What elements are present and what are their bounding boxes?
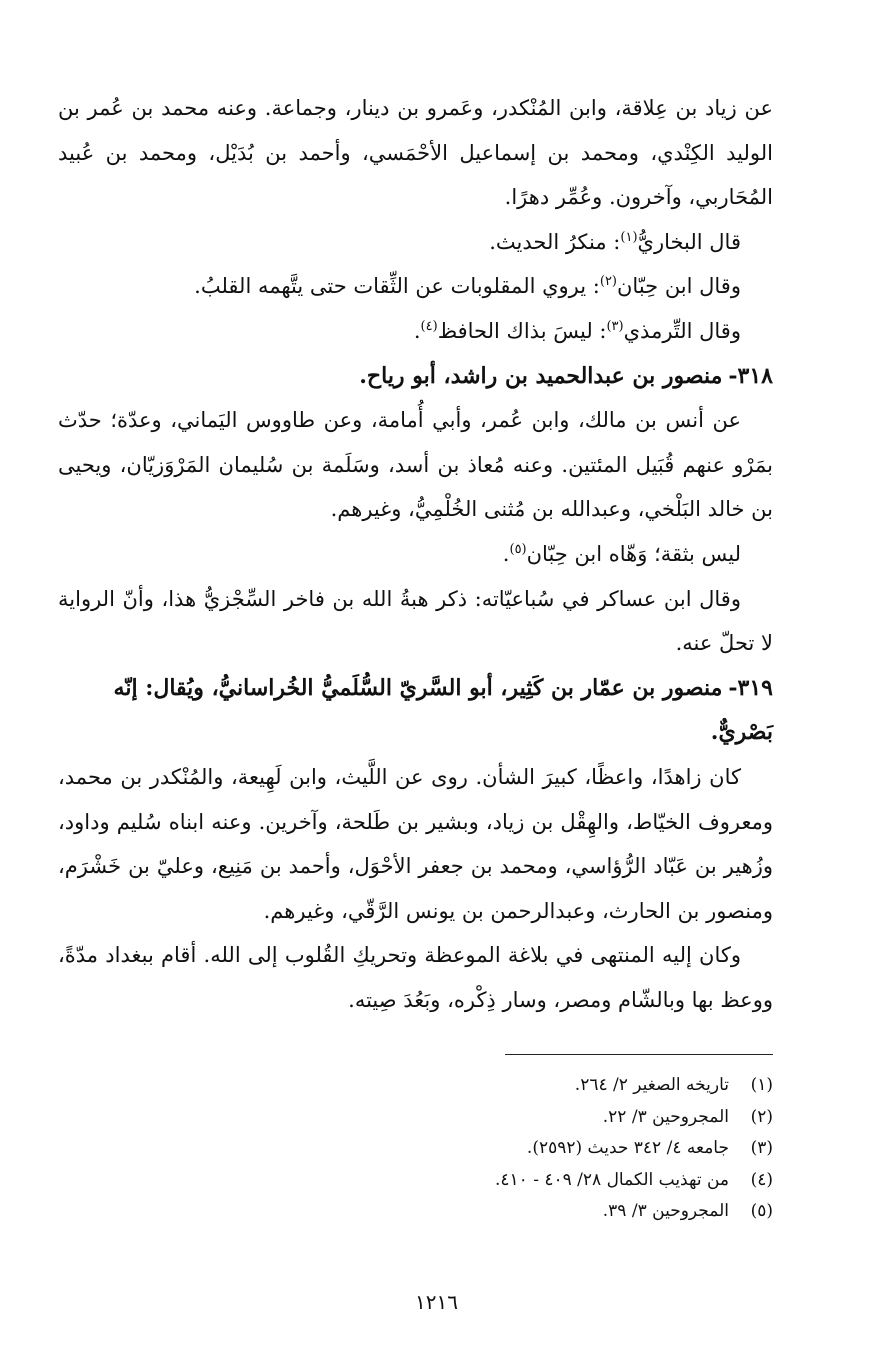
footnote-text: المجروحين ٣/ ٣٩. [602,1201,729,1221]
footnote-ref-3[interactable]: (٣) [606,318,624,334]
footnote-item [58,1196,773,1228]
bukhari-text: قال البخاريُّ [637,229,741,254]
footnote-number: (١) [750,1075,773,1095]
paragraph-ibn-hibban [58,264,773,309]
footnotes [58,1070,773,1228]
footnote-text: جامعه ٤/ ٣٤٢ حديث (٢٥٩٢). [526,1138,729,1158]
footnote-number: (٢) [750,1106,773,1127]
entry-318-number: ٣١٨- [728,362,773,389]
footnote-item [58,1070,773,1102]
tirmidhi-quote: : ليسَ بذاك الحافظ [437,318,607,343]
footnote-ref-2[interactable]: (٢) [599,274,617,290]
page-number: ١٢١٦ [415,1290,458,1314]
entry-319-paragraph-2: وكان إليه المنتهى في بلاغة الموعظة وتحريكِ القُلوب إلى الله. أقام ببغداد مدّةً، ووعظ بها وبالشّام ومصر، وسار ذِكْره، وبَعُدَ صِيته. [58,943,773,1012]
bukhari-quote: : منكرُ الحديث. [489,229,621,254]
footnote-item [58,1102,773,1134]
entry-318-title: منصور بن عبدالحميد بن راشد، أبو رياح. [359,362,723,389]
entry-318-para2-text: ليس بثقة؛ وَهّاه ابن حِبّان [526,541,741,566]
entry-318-paragraph-3: وقال ابن عساكر في سُباعيّاته: ذكر هبةُ الله بن فاخر السِّجْزيُّ هذا، وأنّ الرواية لا تحلّ عنه. [58,586,773,656]
footnote-text: تاريخه الصغير ٢/ ٢٦٤. [574,1075,729,1095]
entry-318-para2-end: . [502,541,510,566]
ibn-hibban-quote: : يروي المقلوبات عن الثِّقات حتى يتَّهمه القلبُ. [194,274,600,299]
entry-319-number: ٣١٩- [728,674,773,701]
tirmidhi-text: وقال التِّرمذي [623,318,741,343]
entry-319-heading [58,666,773,755]
paragraph-tirmidhi [58,309,773,354]
ibn-hibban-text: وقال ابن حِبّان [617,274,741,299]
entry-318-paragraph-1: عن أنس بن مالك، وابن عُمر، وأبي أُمامة، وعن طاووس اليَماني، وعدّة؛ حدّث بمَرْو عنهم قُبَيل المئتين. وعنه مُعاذ بن أسد، وسَلَمة بن سُليمان المَرْوَزيّان، ويحيى بن خالد البَلْخي، وعبدالله بن مُثنى الخُلْمِيُّ، وغيرهم. [58,408,773,522]
footnote-text: المجروحين ٣/ ٢٢. [602,1106,729,1127]
footnote-item [58,1165,773,1197]
entry-318-heading [58,354,773,399]
tirmidhi-end: . [413,318,421,343]
footnote-number: (٥) [750,1201,773,1221]
footnote-ref-4[interactable]: (٤) [420,318,438,334]
footnote-number: (٤) [750,1169,773,1190]
footnote-text: من تهذيب الكمال ٢٨/ ٤٠٩ - ٤١٠. [494,1169,729,1190]
entry-318-paragraph-2 [58,532,773,577]
entry-319-paragraph-1: كان زاهدًا، واعظًا، كبيرَ الشأن. روى عن اللَّيث، وابن لَهِيعة، والمُنْكدر بن محمد، ومعروف الخيّاط، والهِقْل بن زياد، وبشير بن طَلحة، وآخرين. وعنه ابناه سُليم وداود، وزُهير بن عَبّاد الرُّؤاسي، ومحمد بن جعفر الأحْوَل، وأحمد بن مَنِيع، وعليّ بن خَشْرَم، ومنصور بن الحارث، وعبدالرحمن بن يونس الرَّقّي، وغيرهم. [58,764,773,923]
paragraph-bukhari [58,220,773,265]
footnote-ref-5[interactable]: (٥) [509,541,527,557]
main-text [58,86,773,1022]
entry-319-title: منصور بن عمّار بن كَثِير، أبو السَّريّ السُّلَميُّ الخُراسانيُّ، ويُقال: إنّه بَصْريٌّ. [113,674,773,746]
footnote-ref-1[interactable]: (١) [620,229,638,245]
footnote-separator [505,1054,773,1055]
footnote-item [58,1133,773,1165]
paragraph-intro: عن زياد بن عِلاقة، وابن المُنْكدر، وعَمرو بن دينار، وجماعة. وعنه محمد بن عُمر بن الوليد الكِنْدي، ومحمد بن إسماعيل الأحْمَسي، وأحمد بن بُدَيْل، ومحمد بن عُبيد المُحَاربي، وآخرون. وعُمِّر دهرًا. [58,96,774,210]
footnote-number: (٣) [750,1138,773,1158]
